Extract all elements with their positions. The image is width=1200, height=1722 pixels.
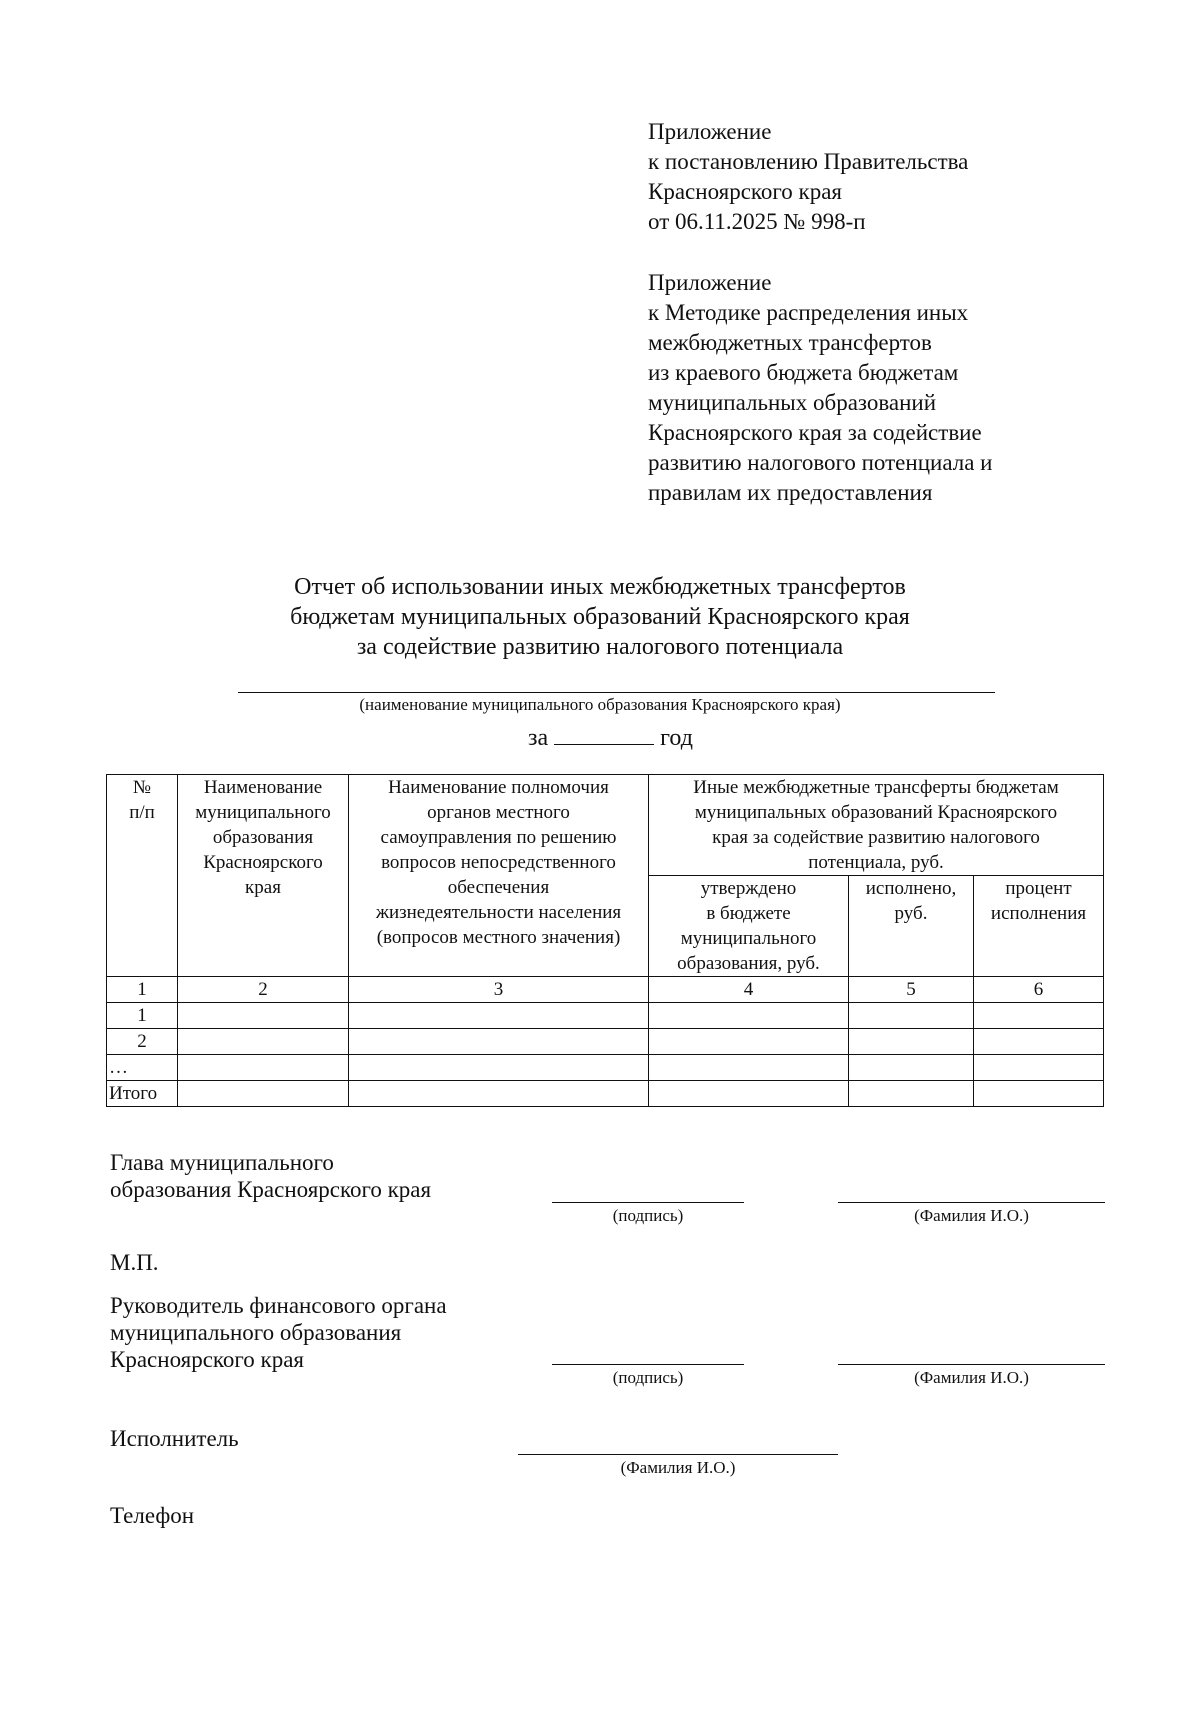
- executor-name-line[interactable]: [518, 1454, 838, 1455]
- header-text: Наименование полномочия: [388, 777, 609, 798]
- finance-name-line[interactable]: [838, 1364, 1105, 1365]
- table-cell[interactable]: Итого: [107, 1081, 178, 1107]
- appendix-line: развитию налогового потенциала и: [648, 450, 993, 475]
- column-number: 2: [178, 977, 349, 1003]
- appendix-line: Приложение: [648, 270, 772, 295]
- appendix-line: от 06.11.2025 № 998-п: [648, 209, 866, 234]
- table-cell[interactable]: 2: [107, 1029, 178, 1055]
- report-title-line: Отчет об использовании иных межбюджетных трансфертов: [294, 574, 906, 600]
- head-signature-caption: (подпись): [612, 1206, 684, 1225]
- appendix-line: правилам их предоставления: [648, 480, 933, 505]
- table-cell[interactable]: [649, 1055, 849, 1081]
- header-percent: [974, 876, 1104, 977]
- header-text: исполнено,: [865, 878, 957, 899]
- appendix-line: к постановлению Правительства: [648, 149, 969, 174]
- header-text: края: [245, 877, 281, 898]
- signatory-line: Глава муниципального: [110, 1150, 334, 1175]
- report-table: [106, 774, 1104, 1107]
- executor-name-caption: (Фамилия И.О.): [620, 1458, 736, 1477]
- signatory-line: Руководитель финансового органа: [110, 1293, 447, 1318]
- table-row-total: [107, 1081, 1104, 1107]
- executor-label: Исполнитель: [110, 1426, 239, 1451]
- year-line: [528, 722, 693, 753]
- table-cell[interactable]: [974, 1081, 1104, 1107]
- finance-signatory: [110, 1292, 447, 1373]
- table-row: [107, 1029, 1104, 1055]
- table-row: [107, 1003, 1104, 1029]
- header-number: [107, 775, 178, 977]
- appendix-line: муниципальных образований: [648, 390, 937, 415]
- header-text: Красноярского: [203, 852, 323, 873]
- appendix-line: Красноярского края: [648, 179, 842, 204]
- head-signatory: [110, 1149, 431, 1203]
- table-cell[interactable]: [178, 1055, 349, 1081]
- appendix-line: из краевого бюджета бюджетам: [648, 360, 959, 385]
- report-title-line: бюджетам муниципальных образований Красноярского края: [290, 604, 910, 630]
- stamp-mark: М.П.: [110, 1250, 159, 1275]
- table-cell[interactable]: [349, 1003, 649, 1029]
- header-transfers-group: [649, 775, 1104, 876]
- finance-signature-line[interactable]: [552, 1364, 744, 1365]
- report-title: [0, 572, 1200, 662]
- finance-name-caption: (Фамилия И.О.): [914, 1368, 1029, 1387]
- header-text: муниципального: [680, 928, 817, 949]
- table-cell[interactable]: [349, 1029, 649, 1055]
- header-text: исполнения: [990, 903, 1087, 924]
- table-cell[interactable]: [178, 1029, 349, 1055]
- table-row: [107, 1055, 1104, 1081]
- head-name-caption: (Фамилия И.О.): [914, 1206, 1029, 1225]
- table-cell[interactable]: [649, 1081, 849, 1107]
- header-text: края за содействие развитию налогового: [712, 827, 1040, 848]
- header-text: вопросов непосредственного: [381, 852, 616, 873]
- phone-label: Телефон: [110, 1503, 195, 1528]
- table-cell[interactable]: [974, 1003, 1104, 1029]
- header-text: образования: [212, 827, 314, 848]
- table-cell[interactable]: [974, 1029, 1104, 1055]
- header-text: потенциала, руб.: [808, 852, 944, 873]
- column-number: 1: [107, 977, 178, 1003]
- header-authority-name: [349, 775, 649, 977]
- column-number: 6: [974, 977, 1104, 1003]
- table-cell[interactable]: [649, 1029, 849, 1055]
- head-signature-line[interactable]: [552, 1202, 744, 1203]
- appendix-line: к Методике распределения иных: [648, 300, 969, 325]
- table-cell[interactable]: [349, 1081, 649, 1107]
- table-cell[interactable]: [849, 1003, 974, 1029]
- table-cell[interactable]: [974, 1055, 1104, 1081]
- appendix-line: Красноярского края за содействие: [648, 420, 982, 445]
- header-text: Наименование: [203, 777, 323, 798]
- municipality-caption: (наименование муниципального образования Красноярского края): [359, 695, 841, 714]
- year-suffix: год: [660, 725, 693, 751]
- table-cell[interactable]: 1: [107, 1003, 178, 1029]
- table-cell[interactable]: [849, 1029, 974, 1055]
- finance-signature-caption: (подпись): [612, 1368, 684, 1387]
- header-text: Иные межбюджетные трансферты бюджетам: [693, 777, 1059, 798]
- header-text: образования, руб.: [677, 953, 820, 974]
- header-text: муниципальных образований Красноярского: [694, 802, 1058, 823]
- header-text: №: [132, 777, 152, 798]
- header-text: утверждено: [700, 878, 797, 899]
- header-text: обеспечения: [447, 877, 550, 898]
- report-title-line: за содействие развитию налогового потенциала: [356, 634, 844, 660]
- header-text: (вопросов местного значения): [376, 927, 621, 948]
- year-blank: [554, 722, 654, 745]
- header-text: муниципального: [195, 802, 331, 823]
- table-cell[interactable]: [178, 1003, 349, 1029]
- signatory-line: муниципального образования: [110, 1320, 402, 1345]
- header-text: органов местного: [427, 802, 570, 823]
- header-text: руб.: [894, 903, 928, 924]
- column-numbers-row: [107, 977, 1104, 1003]
- header-text: процент: [1005, 878, 1072, 899]
- header-text: п/п: [129, 802, 155, 823]
- signatory-line: Красноярского края: [110, 1347, 304, 1372]
- appendix-methodology: [648, 268, 992, 508]
- table-cell[interactable]: [649, 1003, 849, 1029]
- header-approved: [649, 876, 849, 977]
- municipality-name-line: [238, 692, 995, 693]
- year-prefix: за: [528, 725, 549, 751]
- appendix-line: Приложение: [648, 119, 772, 144]
- header-text: в бюджете: [706, 903, 791, 924]
- signatory-line: образования Красноярского края: [110, 1177, 432, 1202]
- header-text: жизнедеятельности населения: [375, 902, 622, 923]
- column-number: 3: [349, 977, 649, 1003]
- header-municipality-name: [178, 775, 349, 977]
- header-executed: [849, 876, 974, 977]
- column-number: 4: [649, 977, 849, 1003]
- column-number: 5: [849, 977, 974, 1003]
- table-cell[interactable]: [178, 1081, 349, 1107]
- table-cell[interactable]: [849, 1081, 974, 1107]
- appendix-government-decree: [648, 117, 968, 237]
- header-row: [107, 775, 1104, 876]
- table-cell[interactable]: [349, 1055, 649, 1081]
- head-name-line[interactable]: [838, 1202, 1105, 1203]
- appendix-line: межбюджетных трансфертов: [648, 330, 932, 355]
- table-cell[interactable]: [849, 1055, 974, 1081]
- header-text: самоуправления по решению: [380, 827, 617, 848]
- table-cell[interactable]: …: [107, 1055, 178, 1081]
